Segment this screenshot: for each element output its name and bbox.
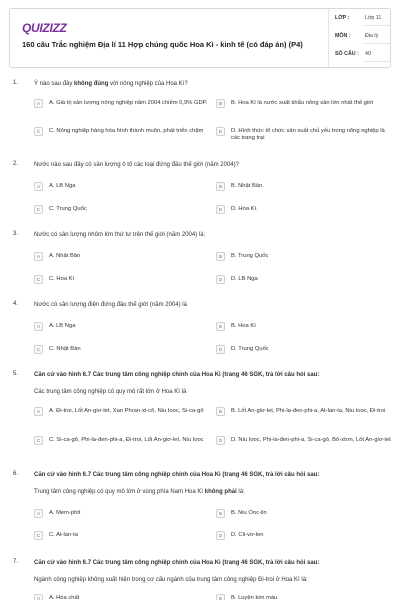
worksheet-title: 160 câu Trắc nghiệm Địa lí 11 Hợp chúng quốc Hoa Kì - kinh tế (có đáp án) (P4) bbox=[22, 40, 303, 49]
question-text: Nước có sản lượng nhôm lớn thứ tư trên thế giới (năm 2004) là: bbox=[34, 232, 206, 238]
question-heading: Căn cứ vào hình 6.7 Các trung tâm công nghiệp chính của Hoa Kì (trang 46 SGK, trả lời câu hỏi sau: bbox=[34, 560, 320, 566]
question-text: Trung tâm công nghiệp có quy mô lớn ở vùng phía Nam Hoa Kì không phải là: bbox=[34, 489, 245, 495]
option-b[interactable]: B B. Lốt An-giơ-let, Phi-la-đen-phi-a, At-lan-ta, Niu Iooc, Đi-troi bbox=[216, 407, 388, 427]
option-c[interactable]: C C. Nhật Bản bbox=[34, 345, 206, 365]
option-d[interactable]: D D. LB Nga bbox=[216, 275, 388, 295]
meta-panel bbox=[328, 9, 392, 67]
question-number: 3. bbox=[13, 231, 19, 237]
quizizz-logo: QUIZIZZ bbox=[22, 21, 67, 35]
option-a[interactable]: A A. Mem-phit bbox=[34, 509, 206, 529]
option-b[interactable]: B B. Hoa Kì là nước xuất khẩu nông sản lớn nhất thế giới bbox=[216, 99, 388, 119]
option-b[interactable]: B B. Trung Quốc bbox=[216, 252, 388, 272]
meta-question-count: SỐ CÂU : 40 bbox=[335, 48, 391, 62]
option-b[interactable]: B B. Luyện kim màu bbox=[216, 594, 388, 600]
option-d[interactable]: D D. Hoa Kì. bbox=[216, 205, 388, 225]
meta-subject: MÔN : Địa lý bbox=[335, 30, 391, 44]
question-heading: Căn cứ vào hình 6.7 Các trung tâm công nghiệp chính của Hoa Kì (trang 46 SGK, trả lời câu hỏi sau: bbox=[34, 372, 320, 378]
question-text: Nước nào sau đây có sản lượng ô tô các loại đứng đầu thế giới (năm 2004)? bbox=[34, 162, 239, 168]
option-c[interactable]: C C. Trung Quốc bbox=[34, 205, 206, 225]
option-a[interactable]: A A. LB Nga bbox=[34, 182, 206, 202]
question-number: 7. bbox=[13, 559, 19, 565]
option-c[interactable]: C C. Si-ca-gô, Phi-la-đen-phi-a, Đi-troi, Lốt An-giơ-let, Niu Iooc bbox=[34, 436, 206, 456]
option-a[interactable]: A A. Hóa chất bbox=[34, 594, 206, 600]
option-d[interactable]: D D. Trung Quốc bbox=[216, 345, 388, 365]
option-b[interactable]: B B. Nhật Bản. bbox=[216, 182, 388, 202]
meta-grade: LỚP : Lớp 11 bbox=[335, 12, 391, 26]
option-d[interactable]: D D. Cli-vơ-len bbox=[216, 531, 388, 551]
question-number: 6. bbox=[13, 471, 19, 477]
option-a[interactable]: A A. Đi-troi, Lốt An-giơ-let, Xan Phran-xi-cô, Niu Iooc, Si-ca-gô bbox=[34, 407, 206, 427]
option-b[interactable]: B B. Niu Ooc-lin bbox=[216, 509, 388, 529]
option-a[interactable]: A A. Giá trị sản lượng nông nghiệp năm 2004 chiếm 0,9% GDP. bbox=[34, 99, 206, 119]
option-a[interactable]: A A. LB Nga bbox=[34, 322, 206, 342]
question-number: 5. bbox=[13, 371, 19, 377]
question-text: Các trung tâm công nghiệp có quy mô rất lớn ở Hoa Kì là bbox=[34, 389, 187, 395]
option-a[interactable]: A A. Nhật Bản bbox=[34, 252, 206, 272]
question-text: Ngành công nghiệp không xuất hiện trong cơ cấu ngành của trung tâm công nghiệp Đi-troi ở Hoa Kì là: bbox=[34, 577, 308, 583]
option-c[interactable]: C C. At-lan-ta bbox=[34, 531, 206, 551]
worksheet-header bbox=[9, 8, 391, 68]
option-b[interactable]: B B. Hoa Kì bbox=[216, 322, 388, 342]
question-heading: Căn cứ vào hình 6.7 Các trung tâm công nghiệp chính của Hoa Kì (trang 46 SGK, trả lời câu hỏi sau: bbox=[34, 472, 320, 478]
question-text: Nước có sản lượng điện đứng đầu thế giới (năm 2004) là bbox=[34, 302, 187, 308]
question-number: 1. bbox=[13, 80, 19, 86]
option-d[interactable]: D D. Niu Iooc, Phi-la-đen-phi-a, Si-ca-gô, Bô-xtơn, Lốt An-giơ-let bbox=[216, 436, 388, 456]
option-c[interactable]: C C. Nông nghiệp hàng hóa hình thành muộn, phát triển chậm bbox=[34, 127, 206, 147]
question-text: Ý nào sau đây không đúng với nông nghiệp của Hoa Kì? bbox=[34, 81, 188, 87]
question-number: 2. bbox=[13, 161, 19, 167]
option-c[interactable]: C C. Hoa Kì bbox=[34, 275, 206, 295]
question-number: 4. bbox=[13, 301, 19, 307]
option-d[interactable]: D D. Hình thức tổ chức sản xuất chủ yếu trong nông nghiệp là các trang trại bbox=[216, 127, 388, 147]
